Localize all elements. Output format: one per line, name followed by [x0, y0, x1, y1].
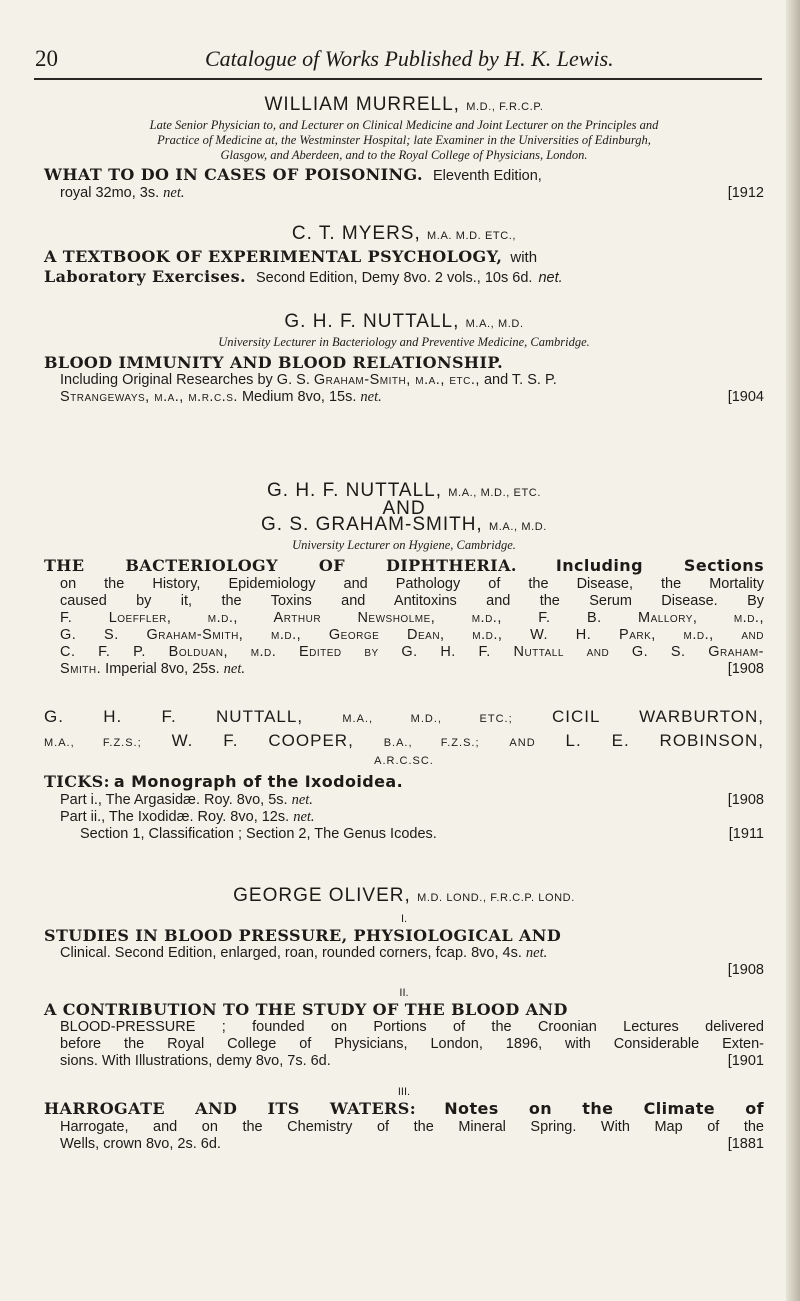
- book-year-line: [44, 962, 764, 979]
- net-label: net.: [538, 270, 563, 286]
- author-degrees: M.A., M.D., ETC.;: [342, 713, 513, 725]
- author-name-text: WILLIAM MURRELL,: [264, 94, 460, 115]
- book-details-line: [60, 1136, 764, 1153]
- book-title: THE BACTERIOLOGY OF DIPHTHERIA.: [44, 556, 517, 575]
- author-name-text: CICIL WARBURTON,: [551, 707, 765, 726]
- book-format: royal 32mo, 3s.: [60, 185, 160, 201]
- book-title: TICKS:: [44, 772, 110, 791]
- publication-year: [1908: [727, 792, 764, 808]
- book-title: HARROGATE AND ITS WATERS:: [44, 1099, 417, 1118]
- author-degrees: M.A., M.D., ETC.: [448, 487, 541, 499]
- book-title-line: [44, 1099, 764, 1119]
- publication-year: [1901: [727, 1053, 764, 1069]
- description-line: Harrogate, and on the Chemistry of the Mineral Spring. With Map of the: [60, 1119, 764, 1135]
- author-name-text: C. T. MYERS,: [291, 223, 421, 244]
- volume-numeral: III.: [397, 1086, 411, 1098]
- contributor-name: Smith.: [60, 661, 102, 677]
- description-line: BLOOD-PRESSURE ; founded on Portions of the Croonian Lectures delivered: [60, 1019, 764, 1035]
- volume-numeral: II.: [399, 987, 409, 999]
- publication-year: [1908: [727, 962, 764, 978]
- part-details: Part ii., The Ixodidæ. Roy. 8vo, 12s.: [60, 809, 290, 825]
- running-title: Catalogue of Works Published by H. K. Lewis.: [205, 46, 614, 71]
- author-degrees: M.A. M.D. ETC.,: [427, 230, 517, 242]
- book-title-line: [44, 165, 764, 185]
- book-details: Second Edition, Demy 8vo. 2 vols., 10s 6d.: [255, 270, 533, 286]
- author-name: [44, 311, 764, 335]
- book-details: Clinical. Second Edition, enlarged, roan, rounded corners, fcap. 8vo, 4s.: [60, 945, 522, 961]
- description-line: F. Loeffler, m.d., Arthur Newsholme, m.d., F. B. Mallory, m.d.,: [60, 610, 764, 626]
- author-degrees: M.D. LOND., F.R.C.P. LOND.: [417, 892, 575, 904]
- role-line: Late Senior Physician to, and Lecturer on Clinical Medicine and Joint Lecturer on the Principles and: [149, 118, 659, 132]
- net-label: net.: [163, 185, 185, 201]
- entry-nuttall-blood-immunity: [44, 311, 764, 406]
- author-byline: [44, 730, 764, 754]
- entry-murrell: [44, 94, 764, 202]
- description-line: before the Royal College of Physicians, London, 1896, with Considerable Exten-: [60, 1036, 764, 1052]
- volume-numeral: I.: [400, 913, 408, 925]
- book-title-line: [44, 772, 764, 792]
- author-name: [44, 223, 764, 247]
- book-title: WHAT TO DO IN CASES OF POISONING.: [44, 165, 424, 184]
- part-details: Part i., The Argasidæ. Roy. 8vo, 5s.: [60, 792, 288, 808]
- book-title-line: [44, 247, 764, 267]
- book-title: STUDIES IN BLOOD PRESSURE, PHYSIOLOGICAL AND: [44, 926, 562, 945]
- book-details: sions. With Illustrations, demy 8vo, 7s. 6d.: [60, 1053, 331, 1069]
- part-line: [44, 792, 764, 809]
- book-details: [44, 185, 764, 202]
- description-line: C. F. P. Bolduan, m.d. Edited by G. H. F. Nuttall and G. S. Graham-: [60, 644, 764, 660]
- and-connector: AND: [509, 737, 536, 749]
- net-label: net.: [525, 945, 548, 961]
- page-number: 20: [35, 46, 58, 71]
- author-degrees: M.A., M.D.: [465, 318, 524, 330]
- role-line: Practice of Medicine at, the Westminster Hospital; late Examiner in the Universities of Edinburgh,: [157, 133, 651, 147]
- entry-myers: [44, 223, 764, 287]
- author-role: University Lecturer in Bacteriology and Preventive Medicine, Cambridge.: [218, 335, 590, 349]
- book-title: A TEXTBOOK OF EXPERIMENTAL PSYCHOLOGY,: [44, 247, 503, 266]
- author-degrees: M.A., F.Z.S.;: [44, 737, 142, 749]
- publication-year: [1911: [728, 826, 764, 842]
- author-name-text: L. E. ROBINSON,: [565, 731, 764, 750]
- book-edition: Eleventh Edition,: [433, 168, 542, 184]
- book-details: and T. S. P.: [483, 372, 557, 388]
- book-subtitle: Laboratory Exercises.: [44, 267, 246, 286]
- book-details-line: [60, 1053, 764, 1070]
- publication-year: [1881: [727, 1136, 764, 1152]
- book-details-line: [60, 661, 764, 678]
- author-role: University Lecturer on Hygiene, Cambridge.: [292, 538, 516, 552]
- book-title-continued: Including Sections: [555, 556, 765, 575]
- author-degrees: A.R.C.SC.: [374, 755, 434, 767]
- and-connector: AND: [382, 498, 426, 519]
- net-label: net.: [293, 809, 315, 825]
- entry-oliver: [44, 885, 764, 1153]
- book-subtitle: Notes on the Climate of: [444, 1099, 765, 1118]
- net-label: net.: [360, 389, 382, 405]
- author-degrees: M.D., F.R.C.P.: [466, 101, 544, 113]
- book-format: Imperial 8vo, 25s.: [105, 661, 220, 677]
- header-rule: [34, 78, 762, 80]
- book-subtitle-line: [44, 267, 764, 287]
- book-details-line: [44, 372, 764, 389]
- author-name-text: W. F. COOPER,: [171, 731, 354, 750]
- book-details: Including Original Researches by G. S.: [60, 372, 310, 388]
- author-name: [44, 94, 764, 118]
- publication-year: [1912: [727, 185, 764, 201]
- author-name-text: G. H. F. NUTTALL,: [44, 707, 304, 726]
- book-details: Wells, crown 8vo, 2s. 6d.: [60, 1136, 221, 1152]
- author-name-text: GEORGE OLIVER,: [233, 885, 411, 906]
- role-line: Glasgow, and Aberdeen, and to the Royal College of Physicians, London.: [220, 148, 588, 162]
- book-details-line: [44, 389, 764, 406]
- publication-year: [1904: [727, 389, 764, 405]
- contributor-name: Strangeways, m.a., m.r.c.s.: [60, 389, 238, 405]
- book-format: Medium 8vo, 15s.: [241, 389, 357, 405]
- page-header: [35, 44, 755, 74]
- author-role: [44, 118, 764, 163]
- book-title: BLOOD IMMUNITY AND BLOOD RELATIONSHIP.: [44, 353, 504, 372]
- author-name-text: G. S. GRAHAM-SMITH,: [261, 514, 483, 535]
- book-subtitle: a Monograph of the Ixodoidea.: [113, 772, 404, 791]
- description-line: caused by it, the Toxins and Antitoxins and the Serum Disease. By: [60, 593, 764, 609]
- publication-year: [1908: [727, 661, 764, 677]
- section-details: Section 1, Classification ; Section 2, The Genus Icodes.: [80, 826, 437, 842]
- entry-ticks: [44, 706, 764, 843]
- book-title: A CONTRIBUTION TO THE STUDY OF THE BLOOD AND: [44, 1000, 568, 1019]
- author-name-text: G. H. F. NUTTALL,: [266, 480, 442, 501]
- author-degrees: M.A., M.D.: [489, 521, 547, 533]
- description-line: G. S. Graham-Smith, m.d., George Dean, m.d., W. H. Park, m.d., and: [60, 627, 764, 643]
- contributor-name: Graham-Smith, m.a., etc.,: [313, 372, 480, 388]
- author-byline: [44, 706, 764, 730]
- entry-nuttall-diphtheria: [44, 480, 764, 678]
- book-details-line: [44, 945, 764, 962]
- net-label: net.: [223, 661, 245, 677]
- section-line: [44, 826, 764, 843]
- description-line: on the History, Epidemiology and Pathology of the Disease, the Mortality: [60, 576, 764, 592]
- net-label: net.: [291, 792, 313, 808]
- author-degrees: B.A., F.Z.S.;: [383, 737, 480, 749]
- author-name: [44, 885, 764, 909]
- author-name: [44, 514, 764, 538]
- book-title-line: [44, 556, 764, 576]
- page-edge-shadow: [786, 0, 800, 1301]
- part-line: [44, 809, 764, 826]
- author-name-text: G. H. F. NUTTALL,: [284, 311, 460, 332]
- title-connector: with: [510, 249, 538, 266]
